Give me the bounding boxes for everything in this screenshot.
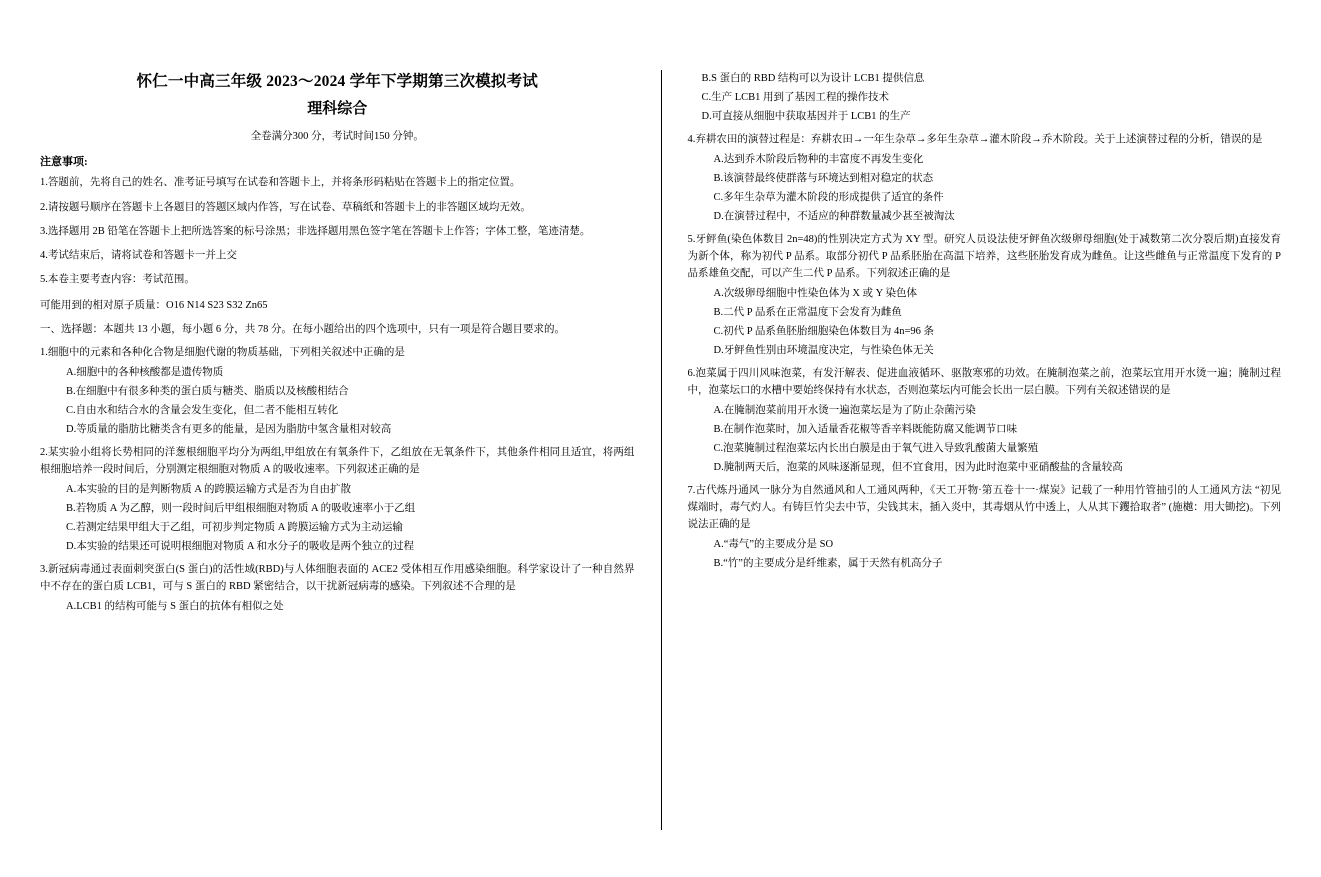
question-7: [688, 482, 1282, 572]
question-option: C.初代 P 品系鱼胚胎细胞染色体数目为 4n=96 条: [713, 326, 934, 337]
question-option: A.本实验的目的是判断物质 A 的跨膜运输方式是否为自由扩散: [66, 484, 351, 496]
left-column: [40, 70, 661, 830]
section-heading-choice: 一、选择题：本题共 13 小题，每小题 6 分，共 78 分。在每小题给出的四个选项中，只有一项是符合题目要求的。: [40, 323, 565, 335]
question-stem: 4.弃耕农田的演替过程是：弃耕农田→一年生杂草→多年生杂草→灌木阶段→乔木阶段。关于上述演替过程的分析，错误的是: [687, 134, 1263, 145]
exam-meta: 全卷满分300 分，考试时间150 分钟。: [250, 131, 424, 143]
question-6: [688, 365, 1282, 476]
question-option: D.可直接从细胞中获取基因并于 LCB1 的生产: [701, 111, 911, 122]
question-option: B.在制作泡菜时，加入适量香花椒等香辛料既能防腐又能调节口味: [713, 424, 1018, 435]
question-stem: 6.泡菜属于四川风味泡菜，有发汗解表、促进血液循环、驱散寒邪的功效。在腌制泡菜之前，泡菜坛宜用开水烫一遍；腌制过程中，泡菜坛口的水槽中要始终保持有水状态，否则泡菜坛内可能会长出一层白膜。下列有关叙述错误的是: [687, 368, 1281, 396]
question-option: B.该演替最终使群落与环境达到相对稳定的状态: [713, 173, 934, 184]
question-4: [688, 131, 1282, 225]
page-subtitle: 理科综合: [307, 101, 368, 118]
question-option: C.多年生杂草为灌木阶段的形成提供了适宜的条件: [713, 192, 944, 203]
right-column: [661, 70, 1282, 830]
notice-item: 5.本卷主要考查内容：考试范围。: [40, 274, 195, 286]
question-option: B.若物质 A 为乙醇，则一段时间后甲组根细胞对物质 A 的吸收速率小于乙组: [66, 503, 416, 515]
question-option: D.腌制两天后，泡菜的风味逐渐显现，但不宜食用，因为此时泡菜中亚硝酸盐的含量较高: [713, 462, 1123, 473]
question-5: [688, 231, 1282, 359]
question-option: B.S 蛋白的 RBD 结构可以为设计 LCB1 提供信息: [701, 73, 925, 84]
notice-item: 2.请按题号顺序在答题卡上各题目的答题区域内作答，写在试卷、草稿纸和答题卡上的非答题区域均无效。: [40, 201, 531, 213]
question-3: [40, 561, 635, 615]
question-option: C.自由水和结合水的含量会发生变化，但二者不能相互转化: [66, 405, 339, 417]
question-option: A.在腌制泡菜前用开水烫一遍泡菜坛是为了防止杂菌污染: [713, 405, 976, 416]
question-stem: 3.新冠病毒通过表面刺突蛋白(S 蛋白)的活性域(RBD)与人体细胞表面的 ACE2 受体相互作用感染细胞。科学家设计了一种自然界中不存在的蛋白质 LCB1，可与 S 蛋白的 RBD 紧密结合，以干扰新冠病毒的感染。下列叙述不合理的是: [40, 564, 635, 593]
question-option: D.等质量的脂肪比糖类含有更多的能量，是因为脂肪中氢含量相对较高: [66, 424, 392, 436]
notice-item: 1.答题前，先将自己的姓名、准考证号填写在试卷和答题卡上，并将条形码粘贴在答题卡上的指定位置。: [40, 177, 521, 189]
question-option: A.“毒气”的主要成分是 SO: [713, 539, 834, 550]
question-option: D.本实验的结果还可说明根细胞对物质 A 和水分子的吸收是两个独立的过程: [66, 541, 414, 553]
question-stem: 5.牙鲆鱼(染色体数目 2n=48)的性别决定方式为 XY 型。研究人员设法使牙鲆鱼次级卵母细胞(处于减数第二次分裂后期)直接发育为新个体，称为初代 P 品系。取部分初代 P 品系胚胎在高温下培养，这些胚胎发育成为雌鱼。让这些雌鱼与正常温度下发育的 P 品系雄鱼交配，可以产生二代 P 品系。下列叙述正确的是: [687, 234, 1281, 279]
question-1: [40, 344, 635, 438]
notice-heading: 注意事项:: [40, 156, 88, 169]
page-title: 怀仁一中高三年级 2023～2024 学年下学期第三次模拟考试: [136, 73, 538, 90]
notice-item: 4.考试结束后，请将试卷和答题卡一并上交: [40, 250, 237, 262]
question-option: A.细胞中的各种核酸都是遗传物质: [66, 367, 224, 379]
question-option: D.牙鲆鱼性别由环境温度决定，与性染色体无关: [713, 345, 934, 356]
question-option: A.LCB1 的结构可能与 S 蛋白的抗体有相似之处: [66, 601, 284, 613]
question-3-continued: [688, 70, 1282, 125]
question-option: B.在细胞中有很多种类的蛋白质与糖类、脂质以及核酸相结合: [66, 386, 349, 398]
two-column-layout: [40, 70, 1281, 830]
question-stem: 2.某实验小组将长势相同的洋葱根细胞平均分为两组,甲组放在有氧条件下，乙组放在无氧条件下，其他条件相同且适宜，将两组根细胞培养一段时间后，分别测定根细胞对物质 A 的吸收速率。下列叙述正确的是: [40, 447, 635, 476]
question-stem: 7.古代炼丹通风一脉分为自然通风和人工通风两种，《天工开物·第五卷十一·煤炭》记载了一种用竹管抽引的人工通风方法 “初见煤端时，毒气灼人。有铸巨竹尖去中节，尖钱其末，插入炎中，其毒烟从竹中透上，人从其下钁拾取者” (施樾：用大锄挖)。下列说法正确的是: [687, 485, 1281, 530]
question-option: B.“竹”的主要成分是纤维素，属于天然有机高分子: [713, 558, 943, 569]
question-option: C.生产 LCB1 用到了基因工程的操作技术: [701, 92, 890, 103]
notice-item: 3.选择题用 2B 铅笔在答题卡上把所选答案的标号涂黑；非选择题用黑色签字笔在答题卡上作答；字体工整，笔迹清楚。: [40, 225, 591, 237]
question-option: C.若测定结果甲组大于乙组，可初步判定物质 A 跨膜运输方式为主动运输: [66, 522, 403, 534]
question-2: [40, 444, 635, 555]
question-option: D.在演替过程中，不适应的种群数量减少甚至被淘汰: [713, 211, 955, 222]
atomic-mass-line: 可能用到的相对原子质量：O16 N14 S23 S32 Zn65: [40, 299, 268, 311]
question-option: C.泡菜腌制过程泡菜坛内长出白膜是由于氧气进入导致乳酸菌大量繁殖: [713, 443, 1039, 454]
question-stem: 1.细胞中的元素和各种化合物是细胞代谢的物质基础，下列相关叙述中正确的是: [40, 347, 405, 359]
question-option: A.次级卵母细胞中性染色体为 X 或 Y 染色体: [713, 288, 917, 299]
question-option: A.达到乔木阶段后物种的丰富度不再发生变化: [713, 154, 924, 165]
question-option: B.二代 P 品系在正常温度下会发育为雌鱼: [713, 307, 902, 318]
